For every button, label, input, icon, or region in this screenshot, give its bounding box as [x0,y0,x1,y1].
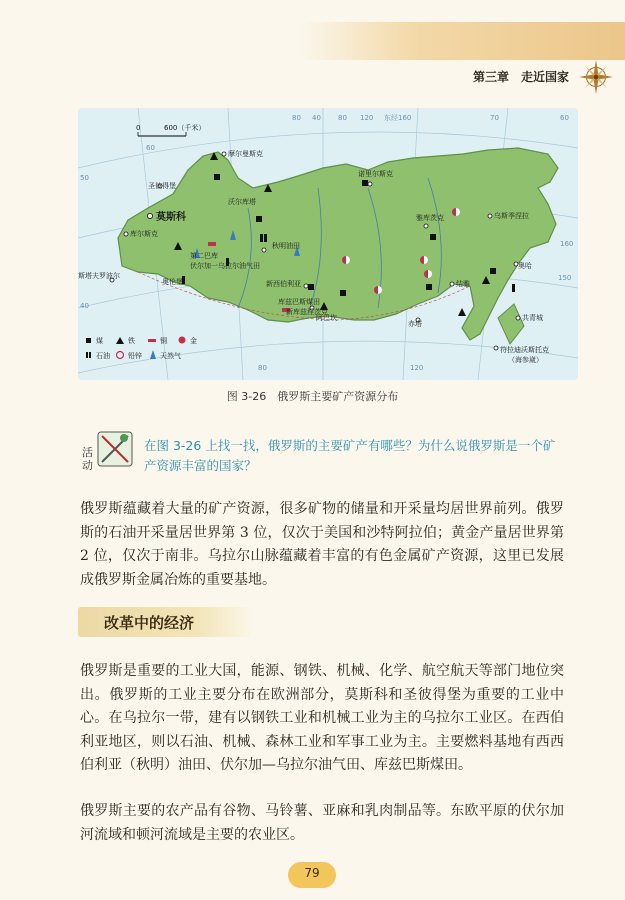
activity-box [80,428,560,478]
grid-label: 80 [338,114,347,122]
legend-iron: 铁 [128,337,135,345]
grid-label: 70 [490,114,499,122]
label-zeya: 结雅 [456,280,470,288]
label-second-baku: 第二巴库 [190,252,218,260]
section-heading [78,607,250,637]
legend-gold: 金 [190,337,197,345]
label-yakutsk: 雅库茨克 [416,214,444,222]
label-kursk: 库尔斯克 [130,230,158,238]
activity-label: 活动 [82,446,93,472]
label-volga-ural: 伏尔加一乌拉尔油气田 [190,262,260,270]
label-okha: 奥哈 [518,262,532,270]
legend-oil: 石油 [96,352,110,360]
label-stavropol: 斯塔夫罗波尔 [78,272,120,280]
russia-landmass [118,148,558,340]
scale-label: 600（千米） [164,124,206,132]
grid-label: 150 [558,274,572,282]
grid-label: 120 [360,114,374,122]
grid-label: 东经160 [384,114,412,122]
grid-label: 160 [560,240,574,248]
scale-zero: 0 [136,124,141,132]
label-vorkuta: 沃尔库塔 [228,198,256,206]
grid-label: 80 [292,114,301,122]
legend-copper: 铜 [160,337,167,345]
label-vladivostok: 符拉迪沃斯托克 [500,346,549,354]
section-title: 改革中的经济 [104,614,195,632]
russia-mineral-map [78,108,578,380]
label-novokuznetsk: 新库兹涅茨克 [286,308,328,316]
label-norilsk: 诺里尔斯克 [358,170,393,178]
legend-coal: 煤 [96,337,103,345]
grid-label: 60 [146,144,155,152]
paragraph-minerals: 俄罗斯蕴藏着大量的矿产资源，很多矿物的储量和开采量均居世界前列。俄罗斯的石油开采量居世界第 3 位，仅次于美国和沙特阿拉伯；黄金产量居世界第 2 位，仅次于南非。乌拉尔山脉蕴藏着丰富的有色金属矿产资源，这里已发展成俄罗斯金属冶炼的重要基地。 [80,501,564,588]
page-number: 79 [304,866,320,880]
label-komsomolsk: 共青城 [522,314,543,322]
label-murmansk: 摩尔曼斯克 [228,150,263,158]
chapter-title: 第三章 走近国家 [472,70,569,84]
label-kuzbass: 库兹巴斯煤田 [278,298,320,306]
legend-lead-zinc: 铅锌 [128,352,142,360]
paragraph-industry: 俄罗斯是重要的工业大国，能源、钢铁、机械、化学、航空航天等部门地位突出。俄罗斯的工业主要分布在欧洲部分，莫斯科和圣彼得堡为重要的工业中心。在乌拉尔一带，建有以钢铁工业和机械工业为主的乌拉尔工业区。在西伯利亚地区，则以石油、机械、森林工业和军事工业为主。主要燃料基地有西西伯利亚（秋明）油田、伏尔加—乌拉尔油气田、库兹巴斯煤田。 [80,663,564,773]
activity-text: 在图 3-26 上找一找，俄罗斯的主要矿产有哪些？为什么说俄罗斯是一个矿产资源丰富的国家？ [144,438,556,473]
label-moscow: 莫斯科 [156,212,186,223]
grid-label: 60 [560,114,569,122]
label-ust-nera: 乌斯季涅拉 [494,212,529,220]
label-abakan: 阿巴坎 [316,314,337,322]
legend-gas: 天然气 [160,352,181,360]
label-novosibirsk: 新西伯利亚 [266,280,301,288]
map-legend [86,336,197,360]
grid-label: 40 [80,302,89,310]
paragraph-agriculture: 俄罗斯主要的农产品有谷物、马铃薯、亚麻和乳肉制品等。东欧平原的伏尔加河流域和顿河流域是主要的农业区。 [80,803,564,843]
label-tyumen-oilfield: 秋明油田 [272,242,300,250]
grid-label: 50 [80,174,89,182]
label-orenburg: 奥伦堡 [162,278,183,286]
figure-caption: 图 3-26 俄罗斯主要矿产资源分布 [226,390,399,403]
grid-label: 80 [258,364,267,372]
label-chita: 赤塔 [408,320,422,328]
label-st-petersburg: 圣彼得堡 [148,182,176,190]
grid-label: 40 [312,114,321,122]
label-vladivostok-note: （海参崴） [508,356,543,364]
compass-rose-icon [577,58,615,96]
grid-label: 120 [410,364,424,372]
header-band [300,22,625,60]
